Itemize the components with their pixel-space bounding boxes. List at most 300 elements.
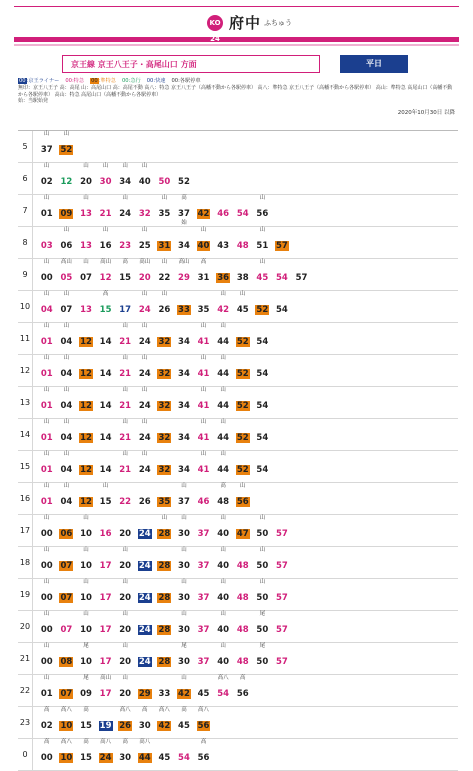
- departure[interactable]: [213, 259, 233, 290]
- departure[interactable]: [253, 259, 273, 290]
- departure[interactable]: [37, 675, 57, 706]
- departure[interactable]: [155, 227, 175, 258]
- departure[interactable]: [174, 355, 194, 386]
- origin-mark: [37, 604, 57, 610]
- departure[interactable]: [37, 515, 57, 546]
- destination-mark: 山: [181, 483, 187, 489]
- departure[interactable]: [135, 579, 155, 610]
- departure[interactable]: [135, 163, 155, 194]
- departure[interactable]: [135, 227, 155, 258]
- departure[interactable]: [253, 579, 273, 610]
- departure-minute: 29: [138, 689, 151, 699]
- departure[interactable]: [76, 291, 96, 322]
- departure[interactable]: [135, 675, 155, 706]
- departure[interactable]: [135, 739, 155, 770]
- departure[interactable]: [155, 739, 175, 770]
- train-type-legend: [18, 78, 455, 85]
- departure[interactable]: [194, 451, 214, 482]
- departure-minute: 21: [119, 401, 132, 411]
- departure[interactable]: [37, 291, 57, 322]
- departure[interactable]: [57, 195, 77, 226]
- departure[interactable]: [96, 259, 116, 290]
- departure[interactable]: [253, 227, 273, 258]
- departure[interactable]: [96, 195, 116, 226]
- departure[interactable]: [135, 323, 155, 354]
- destination-mark: [135, 483, 155, 489]
- departure[interactable]: [253, 323, 273, 354]
- departure[interactable]: [213, 323, 233, 354]
- departure[interactable]: [115, 227, 135, 258]
- departure[interactable]: [115, 291, 135, 322]
- departure[interactable]: [174, 291, 194, 322]
- departure[interactable]: [213, 355, 233, 386]
- departure[interactable]: [96, 387, 116, 418]
- departure[interactable]: [213, 227, 233, 258]
- departure[interactable]: [272, 643, 292, 674]
- departure[interactable]: [272, 547, 292, 578]
- departure[interactable]: [194, 323, 214, 354]
- departure[interactable]: [233, 323, 253, 354]
- departure[interactable]: [135, 195, 155, 226]
- origin-mark: [76, 412, 96, 418]
- departure[interactable]: [96, 675, 116, 706]
- departure[interactable]: [96, 483, 116, 514]
- destination-mark: 山: [142, 451, 148, 457]
- origin-mark: [174, 284, 194, 290]
- departure[interactable]: [233, 611, 253, 642]
- departure[interactable]: [115, 355, 135, 386]
- departure-minute: 30: [178, 657, 190, 667]
- departure[interactable]: [155, 355, 175, 386]
- departure[interactable]: [213, 291, 233, 322]
- departure[interactable]: [233, 259, 253, 290]
- departure[interactable]: [253, 355, 273, 386]
- origin-mark: [37, 348, 57, 354]
- departure[interactable]: [37, 419, 57, 450]
- day-type-button[interactable]: 平日: [340, 55, 408, 73]
- departure[interactable]: [57, 291, 77, 322]
- departure[interactable]: [253, 643, 273, 674]
- departure-minute: 52: [236, 433, 249, 443]
- departure[interactable]: [213, 675, 233, 706]
- departure[interactable]: [37, 643, 57, 674]
- departure[interactable]: [135, 515, 155, 546]
- station-name: 府中: [229, 14, 262, 32]
- departure[interactable]: [135, 707, 155, 738]
- departure[interactable]: [57, 547, 77, 578]
- departure[interactable]: [96, 451, 116, 482]
- departure[interactable]: [115, 707, 135, 738]
- departure[interactable]: [253, 387, 273, 418]
- departure[interactable]: [76, 419, 96, 450]
- departure[interactable]: [194, 643, 214, 674]
- departure[interactable]: [213, 387, 233, 418]
- departure[interactable]: [37, 611, 57, 642]
- origin-mark: [57, 188, 77, 194]
- departure[interactable]: [76, 547, 96, 578]
- departure[interactable]: [213, 195, 233, 226]
- departure[interactable]: [57, 483, 77, 514]
- departure[interactable]: [253, 547, 273, 578]
- departure[interactable]: [213, 611, 233, 642]
- departure[interactable]: [76, 163, 96, 194]
- departure[interactable]: [96, 355, 116, 386]
- departure[interactable]: [194, 611, 214, 642]
- departure[interactable]: [233, 387, 253, 418]
- departure-minute: 50: [256, 561, 269, 571]
- departure[interactable]: [76, 611, 96, 642]
- departure[interactable]: [115, 195, 135, 226]
- departure[interactable]: [233, 547, 253, 578]
- destination-mark: 高八: [100, 739, 112, 745]
- destination-notes: [18, 85, 455, 105]
- departure[interactable]: [76, 675, 96, 706]
- departure-minute: 04: [60, 401, 73, 411]
- departure[interactable]: [174, 579, 194, 610]
- departure[interactable]: [194, 739, 214, 770]
- departure[interactable]: [253, 611, 273, 642]
- departure[interactable]: [155, 259, 175, 290]
- departure[interactable]: [115, 739, 135, 770]
- departure[interactable]: [76, 323, 96, 354]
- departure[interactable]: [96, 739, 116, 770]
- departure[interactable]: [174, 643, 194, 674]
- departure[interactable]: [96, 163, 116, 194]
- departure[interactable]: [57, 323, 77, 354]
- departure[interactable]: [37, 355, 57, 386]
- departure-minute: 30: [178, 625, 190, 635]
- departure[interactable]: [155, 611, 175, 642]
- origin-mark: [155, 316, 175, 322]
- departure[interactable]: [76, 451, 96, 482]
- departure[interactable]: [194, 707, 214, 738]
- departure[interactable]: [272, 291, 292, 322]
- departure-minute: 34: [178, 401, 190, 411]
- departure[interactable]: [155, 675, 175, 706]
- departure[interactable]: [233, 195, 253, 226]
- origin-mark: [253, 540, 273, 546]
- departure[interactable]: [115, 163, 135, 194]
- destination-mark: 高: [44, 707, 50, 713]
- departure[interactable]: [115, 515, 135, 546]
- departure[interactable]: [115, 483, 135, 514]
- departure[interactable]: [57, 131, 77, 162]
- origin-mark: [57, 668, 77, 674]
- departure[interactable]: [115, 547, 135, 578]
- departure-minute: 50: [256, 625, 269, 635]
- departure[interactable]: [135, 291, 155, 322]
- departure[interactable]: [253, 515, 273, 546]
- departure[interactable]: [174, 323, 194, 354]
- departure[interactable]: [76, 195, 96, 226]
- departure[interactable]: [174, 259, 194, 290]
- departure[interactable]: [253, 195, 273, 226]
- departure[interactable]: [57, 643, 77, 674]
- departure[interactable]: [174, 451, 194, 482]
- departure[interactable]: [135, 355, 155, 386]
- departure[interactable]: [155, 163, 175, 194]
- departure[interactable]: [37, 131, 57, 162]
- origin-mark: [135, 604, 155, 610]
- departure[interactable]: [194, 291, 214, 322]
- departure[interactable]: [135, 611, 155, 642]
- departure[interactable]: [194, 355, 214, 386]
- departure-minute: 34: [119, 177, 132, 187]
- hour-label: 13: [18, 387, 33, 418]
- departure[interactable]: [96, 227, 116, 258]
- departure[interactable]: [57, 163, 77, 194]
- departure[interactable]: [96, 291, 116, 322]
- departure[interactable]: [213, 419, 233, 450]
- departure[interactable]: [96, 707, 116, 738]
- departure[interactable]: [76, 643, 96, 674]
- departure[interactable]: [174, 515, 194, 546]
- destination-mark: 山: [142, 291, 148, 297]
- departure[interactable]: [213, 515, 233, 546]
- destination-mark: 高: [83, 739, 89, 745]
- departure[interactable]: [194, 483, 214, 514]
- direction-row: [0, 46, 473, 78]
- departure[interactable]: [37, 707, 57, 738]
- departure[interactable]: [76, 483, 96, 514]
- destination-mark: 山: [220, 355, 226, 361]
- departure[interactable]: [76, 355, 96, 386]
- origin-mark: [76, 252, 96, 258]
- departure[interactable]: [76, 387, 96, 418]
- departure[interactable]: [115, 451, 135, 482]
- departure[interactable]: [96, 419, 116, 450]
- departure-minute: 03: [40, 241, 53, 251]
- departure[interactable]: [233, 291, 253, 322]
- hour-label: 20: [18, 611, 33, 642]
- origin-mark: [194, 444, 214, 450]
- departure[interactable]: [272, 259, 292, 290]
- departure[interactable]: [135, 451, 155, 482]
- origin-mark: [96, 284, 116, 290]
- departure[interactable]: [194, 515, 214, 546]
- origin-mark: [57, 444, 77, 450]
- departure[interactable]: [57, 579, 77, 610]
- departure[interactable]: [76, 739, 96, 770]
- departure[interactable]: [57, 451, 77, 482]
- departure[interactable]: [57, 739, 77, 770]
- departure[interactable]: [37, 259, 57, 290]
- departure[interactable]: [76, 227, 96, 258]
- departure[interactable]: [155, 195, 175, 226]
- departure[interactable]: [57, 419, 77, 450]
- departure[interactable]: [174, 611, 194, 642]
- departure[interactable]: [37, 323, 57, 354]
- departure[interactable]: [57, 355, 77, 386]
- departure-minute: 21: [119, 369, 132, 379]
- departure[interactable]: [57, 675, 77, 706]
- departure[interactable]: [115, 259, 135, 290]
- departure[interactable]: [213, 547, 233, 578]
- departure[interactable]: [135, 419, 155, 450]
- departure[interactable]: [233, 643, 253, 674]
- origin-mark: [76, 508, 96, 514]
- departure[interactable]: [174, 675, 194, 706]
- departure[interactable]: [37, 387, 57, 418]
- departure[interactable]: [155, 707, 175, 738]
- departure[interactable]: [174, 195, 194, 226]
- departure-minute: 37: [197, 657, 210, 667]
- departure[interactable]: [155, 515, 175, 546]
- departure-minute: 06: [60, 529, 73, 539]
- departure[interactable]: [233, 483, 253, 514]
- departure[interactable]: [174, 707, 194, 738]
- departure[interactable]: [155, 419, 175, 450]
- departure[interactable]: [37, 547, 57, 578]
- departure[interactable]: [37, 483, 57, 514]
- departure[interactable]: [135, 547, 155, 578]
- departure[interactable]: [57, 515, 77, 546]
- destination-mark: 山: [259, 259, 266, 265]
- origin-mark: [76, 188, 96, 194]
- departure[interactable]: [96, 611, 116, 642]
- table-footer: [18, 108, 455, 116]
- origin-mark: [135, 444, 155, 450]
- departure[interactable]: [253, 419, 273, 450]
- departure-minute: 01: [40, 369, 53, 379]
- departure[interactable]: [115, 675, 135, 706]
- departure[interactable]: [194, 547, 214, 578]
- departure[interactable]: [233, 451, 253, 482]
- departure[interactable]: [155, 451, 175, 482]
- departure[interactable]: [233, 355, 253, 386]
- departure[interactable]: [96, 515, 116, 546]
- departure[interactable]: [37, 163, 57, 194]
- destination-mark: 山: [63, 227, 70, 233]
- departure[interactable]: [272, 579, 292, 610]
- departure-minute: 24: [119, 209, 132, 219]
- departure[interactable]: [37, 739, 57, 770]
- departure[interactable]: [96, 547, 116, 578]
- destination-mark: 山: [44, 579, 50, 585]
- departure[interactable]: [37, 227, 57, 258]
- departure[interactable]: [213, 451, 233, 482]
- origin-mark: [194, 700, 214, 706]
- departure[interactable]: [174, 163, 194, 194]
- departure[interactable]: [76, 515, 96, 546]
- destination-mark: 尾: [259, 611, 266, 617]
- departure[interactable]: [194, 227, 214, 258]
- departure[interactable]: [155, 483, 175, 514]
- departure[interactable]: [37, 579, 57, 610]
- departure[interactable]: [253, 451, 273, 482]
- departure[interactable]: [57, 227, 77, 258]
- departure[interactable]: [115, 419, 135, 450]
- destination-mark: [213, 195, 233, 201]
- departure[interactable]: [253, 291, 273, 322]
- destination-mark: [253, 451, 273, 457]
- departure[interactable]: [272, 515, 292, 546]
- departure-minute: 31: [158, 241, 171, 251]
- departure-minute: 56: [236, 497, 249, 507]
- departure[interactable]: [213, 579, 233, 610]
- hour-label: 9: [18, 259, 33, 290]
- departure[interactable]: [213, 643, 233, 674]
- origin-mark: [135, 476, 155, 482]
- departure[interactable]: [233, 419, 253, 450]
- departure[interactable]: [174, 547, 194, 578]
- departure[interactable]: [76, 579, 96, 610]
- departure[interactable]: [96, 323, 116, 354]
- departures: [33, 579, 292, 610]
- departure[interactable]: [57, 387, 77, 418]
- destination-mark: [194, 483, 214, 489]
- departure[interactable]: [135, 387, 155, 418]
- departure-minute: 48: [236, 593, 249, 603]
- departure[interactable]: [292, 259, 312, 290]
- departure[interactable]: [194, 579, 214, 610]
- destination-mark: [194, 643, 214, 649]
- departure[interactable]: [272, 227, 292, 258]
- destination-mark: 山: [102, 227, 109, 233]
- departure[interactable]: [155, 291, 175, 322]
- departure[interactable]: [96, 643, 116, 674]
- departure[interactable]: [155, 387, 175, 418]
- origin-mark: [76, 700, 96, 706]
- departure[interactable]: [174, 419, 194, 450]
- departure-minute: 50: [158, 177, 171, 187]
- departure[interactable]: [57, 611, 77, 642]
- departure-minute: 52: [60, 145, 73, 155]
- departure[interactable]: [155, 579, 175, 610]
- departure[interactable]: [233, 227, 253, 258]
- departure[interactable]: [213, 483, 233, 514]
- departure[interactable]: [194, 675, 214, 706]
- departure[interactable]: [174, 739, 194, 770]
- departure[interactable]: [115, 579, 135, 610]
- departure[interactable]: [57, 259, 77, 290]
- departure[interactable]: [174, 483, 194, 514]
- departure[interactable]: [135, 483, 155, 514]
- departure[interactable]: [96, 579, 116, 610]
- departure[interactable]: [233, 515, 253, 546]
- origin-mark: [115, 604, 135, 610]
- origin-mark: [155, 188, 175, 194]
- departure[interactable]: [174, 227, 194, 258]
- departure[interactable]: [272, 611, 292, 642]
- departure[interactable]: [194, 419, 214, 450]
- departure-minute: 50: [256, 593, 269, 603]
- departure[interactable]: [155, 643, 175, 674]
- departure[interactable]: [135, 259, 155, 290]
- departure[interactable]: [174, 387, 194, 418]
- departure[interactable]: [155, 323, 175, 354]
- departure[interactable]: [194, 387, 214, 418]
- departure[interactable]: [233, 579, 253, 610]
- departure[interactable]: [194, 259, 214, 290]
- departure[interactable]: [76, 707, 96, 738]
- departure[interactable]: [155, 547, 175, 578]
- departure[interactable]: [76, 259, 96, 290]
- departure-minute: 04: [60, 465, 73, 475]
- departure[interactable]: [194, 195, 214, 226]
- departure[interactable]: [115, 643, 135, 674]
- departure[interactable]: [233, 675, 253, 706]
- departure[interactable]: [115, 611, 135, 642]
- departure[interactable]: [37, 195, 57, 226]
- departure[interactable]: [115, 387, 135, 418]
- departure[interactable]: [135, 643, 155, 674]
- departure[interactable]: [37, 451, 57, 482]
- departure[interactable]: [57, 707, 77, 738]
- origin-mark: [253, 316, 273, 322]
- origin-mark: [135, 188, 155, 194]
- departure[interactable]: [115, 323, 135, 354]
